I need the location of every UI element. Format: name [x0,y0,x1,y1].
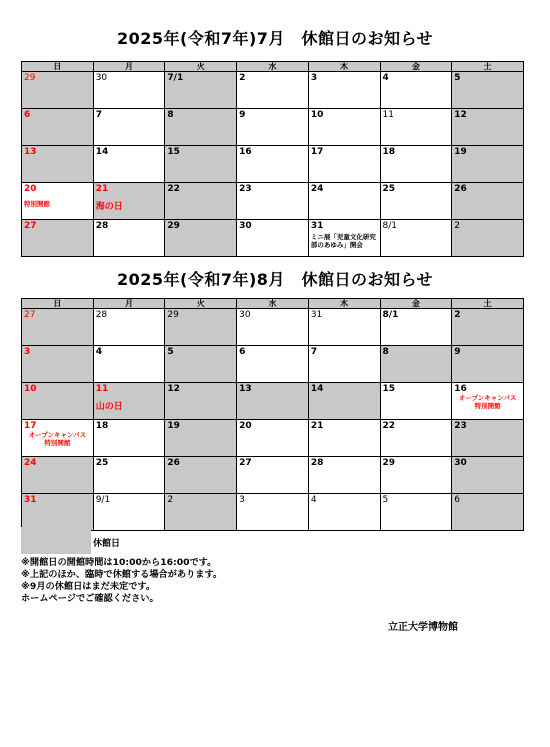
day-number: 23 [454,421,467,431]
day-cell-closed [22,494,94,531]
day-cell-closed [452,183,524,220]
day-number: 26 [454,184,467,194]
day-number: 23 [239,184,252,194]
day-number: 5 [382,495,389,505]
day-number: 27 [239,458,252,468]
day-cell [308,183,380,220]
day-cell-closed [93,183,165,220]
week-row [22,346,524,383]
day-cell-closed [237,383,309,420]
day-number: 7 [310,347,318,357]
day-number: 4 [310,495,317,505]
day-cell [380,420,452,457]
day-number: 8 [382,347,389,357]
day-cell [308,420,380,457]
day-number: 7/1 [167,73,184,83]
day-cell [237,109,309,146]
day-cell [380,494,452,531]
day-number: 17 [24,421,37,431]
day-cell-closed [22,220,94,257]
weekday-header-cell: 火 [165,299,237,309]
note-line: ※開館日の開館時間は10:00から16:00です。 [21,557,217,568]
day-number: 4 [95,347,102,357]
day-cell [237,420,309,457]
day-number: 20 [24,184,37,194]
notes [21,557,222,605]
day-cell-closed [93,383,165,420]
july-weekday-header [22,62,524,72]
weekday-header-cell: 月 [93,62,165,72]
day-number: 14 [95,147,109,157]
day-number: 22 [382,421,396,431]
day-cell-closed [452,220,524,257]
weekday-header-cell: 木 [308,62,380,72]
closed-legend-label: 休館日 [93,539,121,549]
day-number: 25 [95,458,109,468]
day-number: 25 [382,184,396,194]
weekday-header-cell: 水 [237,62,309,72]
day-note: 特別開館 [24,200,50,208]
day-cell-closed [22,457,94,494]
day-note: 山の日 [95,402,123,412]
day-number: 29 [167,310,179,320]
day-number: 9 [239,110,246,120]
day-cell-closed [380,346,452,383]
day-cell-closed [452,72,524,109]
day-cell [93,220,165,257]
day-cell-closed [22,383,94,420]
day-number: 7 [95,110,102,120]
day-number: 31 [310,221,324,231]
day-cell-closed [165,183,237,220]
day-number: 29 [167,221,180,231]
day-number: 24 [24,458,37,468]
day-number: 16 [239,147,252,157]
day-number: 17 [310,147,324,157]
day-cell-closed [165,146,237,183]
august-calendar [21,298,524,531]
day-number: 2 [454,310,461,320]
day-number: 22 [167,184,180,194]
day-cell [380,220,452,257]
day-number: 11 [382,110,394,120]
day-number: 29 [382,458,396,468]
day-cell [22,420,94,457]
day-cell-closed [22,146,94,183]
day-number: 20 [239,421,252,431]
museum-name: 立正大学博物館 [388,622,458,633]
week-row [22,109,524,146]
day-number: 21 [95,184,109,194]
day-number: 8 [167,110,174,120]
day-number: 18 [95,421,109,431]
day-cell [93,346,165,383]
day-cell-closed [452,494,524,531]
day-cell-closed [165,420,237,457]
day-cell [380,383,452,420]
day-number: 19 [167,421,180,431]
day-cell [380,183,452,220]
day-cell-closed [165,109,237,146]
day-cell [380,72,452,109]
weekday-header-cell: 木 [308,299,380,309]
day-number: 26 [167,458,180,468]
day-number: 21 [310,421,324,431]
day-number: 31 [24,495,37,505]
weekday-header-cell: 日 [22,62,94,72]
july-calendar [21,61,524,257]
day-note: オープンキャンパス 特別開館 [28,431,87,447]
august-weeks [22,309,524,531]
week-row [22,494,524,531]
august-title: 2025年(令和7年)8月 休館日のお知らせ [117,270,433,289]
note-line: ※9月の休館日はまだ未定です。 [21,581,156,592]
day-cell [237,72,309,109]
day-number: 30 [239,221,252,231]
closed-legend-swatch [21,527,91,554]
day-cell-closed [165,494,237,531]
day-number: 30 [454,458,467,468]
day-cell [308,146,380,183]
day-cell [308,457,380,494]
week-row [22,72,524,109]
day-number: 8/1 [382,310,399,320]
day-cell [308,494,380,531]
day-number: 3 [239,495,245,505]
note-line: ホームページでご確認ください。 [21,593,159,604]
week-row [22,309,524,346]
day-cell [93,109,165,146]
day-cell-closed [22,109,94,146]
day-cell [237,494,309,531]
day-note: ミニ展「児童文化研究部のあゆみ」開会 [310,233,376,249]
day-cell [237,309,309,346]
day-number: 9 [454,347,461,357]
day-cell-closed [452,346,524,383]
day-number: 3 [24,347,31,357]
weekday-header-cell: 水 [237,299,309,309]
day-cell [22,183,94,220]
day-cell [380,309,452,346]
day-number: 4 [382,73,389,83]
day-number: 13 [24,147,37,157]
day-number: 18 [382,147,396,157]
day-cell [237,220,309,257]
day-number: 13 [239,384,252,394]
day-number: 5 [167,347,174,357]
weekday-header-cell: 日 [22,299,94,309]
week-row [22,420,524,457]
weekday-header-cell: 火 [165,62,237,72]
day-cell [308,309,380,346]
note-line: ※上記のほか、臨時で休館する場合があります。 [21,569,223,580]
day-cell [237,146,309,183]
weekday-header-cell: 金 [380,62,452,72]
week-row [22,457,524,494]
day-number: 24 [310,184,324,194]
day-cell [380,146,452,183]
weekday-header-cell: 月 [93,299,165,309]
day-cell-closed [308,383,380,420]
day-cell [93,146,165,183]
day-number: 19 [454,147,467,157]
day-cell [93,420,165,457]
day-number: 6 [239,347,246,357]
day-cell-closed [22,309,94,346]
day-cell-closed [452,420,524,457]
day-cell [93,72,165,109]
day-number: 27 [24,310,36,320]
day-number: 15 [167,147,180,157]
july-weeks [22,72,524,257]
day-cell [308,346,380,383]
day-number: 15 [382,384,396,394]
day-number: 10 [24,384,37,394]
week-row [22,183,524,220]
day-number: 12 [167,384,180,394]
day-number: 3 [310,73,318,83]
day-cell [237,183,309,220]
day-cell-closed [452,309,524,346]
day-cell [308,109,380,146]
day-number: 28 [95,221,109,231]
day-cell [93,309,165,346]
day-cell-closed [452,146,524,183]
day-number: 11 [95,384,109,394]
week-row [22,146,524,183]
day-number: 2 [454,221,460,231]
day-cell [308,220,380,257]
day-cell [93,494,165,531]
day-number: 14 [310,384,324,394]
day-number: 29 [24,73,36,83]
day-number: 30 [239,310,251,320]
day-cell-closed [165,309,237,346]
day-cell-closed [165,383,237,420]
day-number: 10 [310,110,324,120]
day-cell [237,346,309,383]
day-cell [237,457,309,494]
day-number: 28 [95,310,108,320]
day-number: 9/1 [95,495,111,505]
weekday-header-cell: 土 [452,299,524,309]
week-row [22,383,524,420]
day-cell [452,383,524,420]
august-weekday-header [22,299,524,309]
day-cell [308,72,380,109]
day-number: 5 [454,73,461,83]
day-cell [380,457,452,494]
day-number: 30 [95,73,108,83]
day-number: 27 [24,221,37,231]
weekday-header-cell: 土 [452,62,524,72]
day-number: 8/1 [382,221,397,231]
day-number: 28 [310,458,324,468]
day-cell-closed [165,220,237,257]
day-cell-closed [452,457,524,494]
day-number: 6 [454,495,460,505]
day-note: 海の日 [95,202,123,212]
day-cell-closed [22,72,94,109]
week-row [22,220,524,257]
weekday-header-cell: 金 [380,299,452,309]
day-cell [93,457,165,494]
day-cell [380,109,452,146]
day-cell-closed [165,346,237,383]
day-cell-closed [165,457,237,494]
day-number: 31 [310,310,323,320]
day-cell-closed [452,109,524,146]
day-number: 6 [24,110,31,120]
day-number: 2 [167,495,174,505]
day-note: オープンキャンパス 特別開館 [458,394,517,410]
day-number: 16 [454,384,467,394]
july-title: 2025年(令和7年)7月 休館日のお知らせ [117,29,433,48]
day-cell-closed [22,346,94,383]
day-number: 12 [454,110,467,120]
day-number: 2 [239,73,246,83]
day-cell-closed [165,72,237,109]
